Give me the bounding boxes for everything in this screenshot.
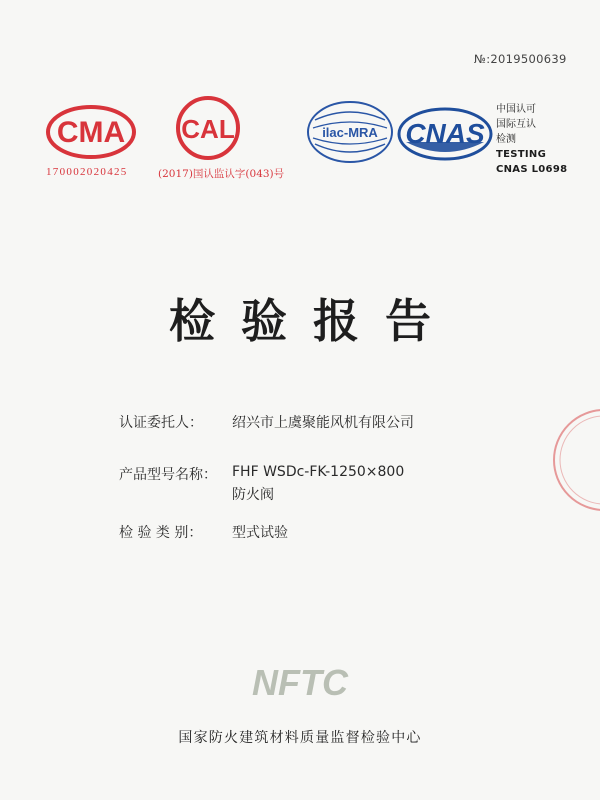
cnas-line-2: 国际互认	[496, 119, 536, 130]
cnas-side-text	[496, 102, 567, 177]
cal-caption: (2017)国认监认字(043)号	[158, 168, 285, 180]
cnas-logo	[396, 106, 494, 166]
cal-logo-text: CAL	[181, 114, 235, 144]
ilac-logo-text: ilac-MRA	[322, 125, 378, 140]
cnas-line-3: 检测	[496, 134, 516, 145]
cnas-line-1: 中国认可	[496, 104, 536, 115]
organization-name: 国家防火建筑材料质量监督检验中心	[178, 730, 422, 746]
cnas-logo-text: CNAS	[405, 118, 485, 149]
seal-stamp	[548, 405, 600, 519]
inspection-type-label: 检 验 类 别：	[119, 525, 203, 541]
client-field	[119, 412, 414, 432]
inspection-type-field	[119, 522, 288, 542]
cma-number: 170002020425	[46, 166, 128, 178]
cnas-line-4: TESTING	[496, 149, 547, 160]
client-value: 绍兴市上虞聚能风机有限公司	[232, 415, 414, 431]
product-value-line1: FHF WSDc-FK-1250×800	[232, 464, 405, 480]
cnas-line-5: CNAS L0698	[496, 164, 568, 175]
product-label: 产品型号名称：	[119, 467, 217, 483]
cma-logo	[45, 104, 137, 164]
cma-logo-text: CMA	[56, 116, 126, 149]
report-title: 检验报告	[169, 294, 457, 348]
product-field	[119, 464, 404, 484]
nftc-logo-text: NFTC	[252, 662, 348, 703]
inspection-type-value: 型式试验	[232, 525, 288, 541]
ilac-mra-logo	[305, 100, 395, 168]
nftc-logo	[0, 662, 600, 708]
report-number: №:2019500639	[474, 52, 567, 66]
product-value-line2: 防火阀	[232, 487, 274, 503]
cal-logo	[174, 94, 242, 166]
client-label: 认证委托人：	[119, 415, 203, 431]
